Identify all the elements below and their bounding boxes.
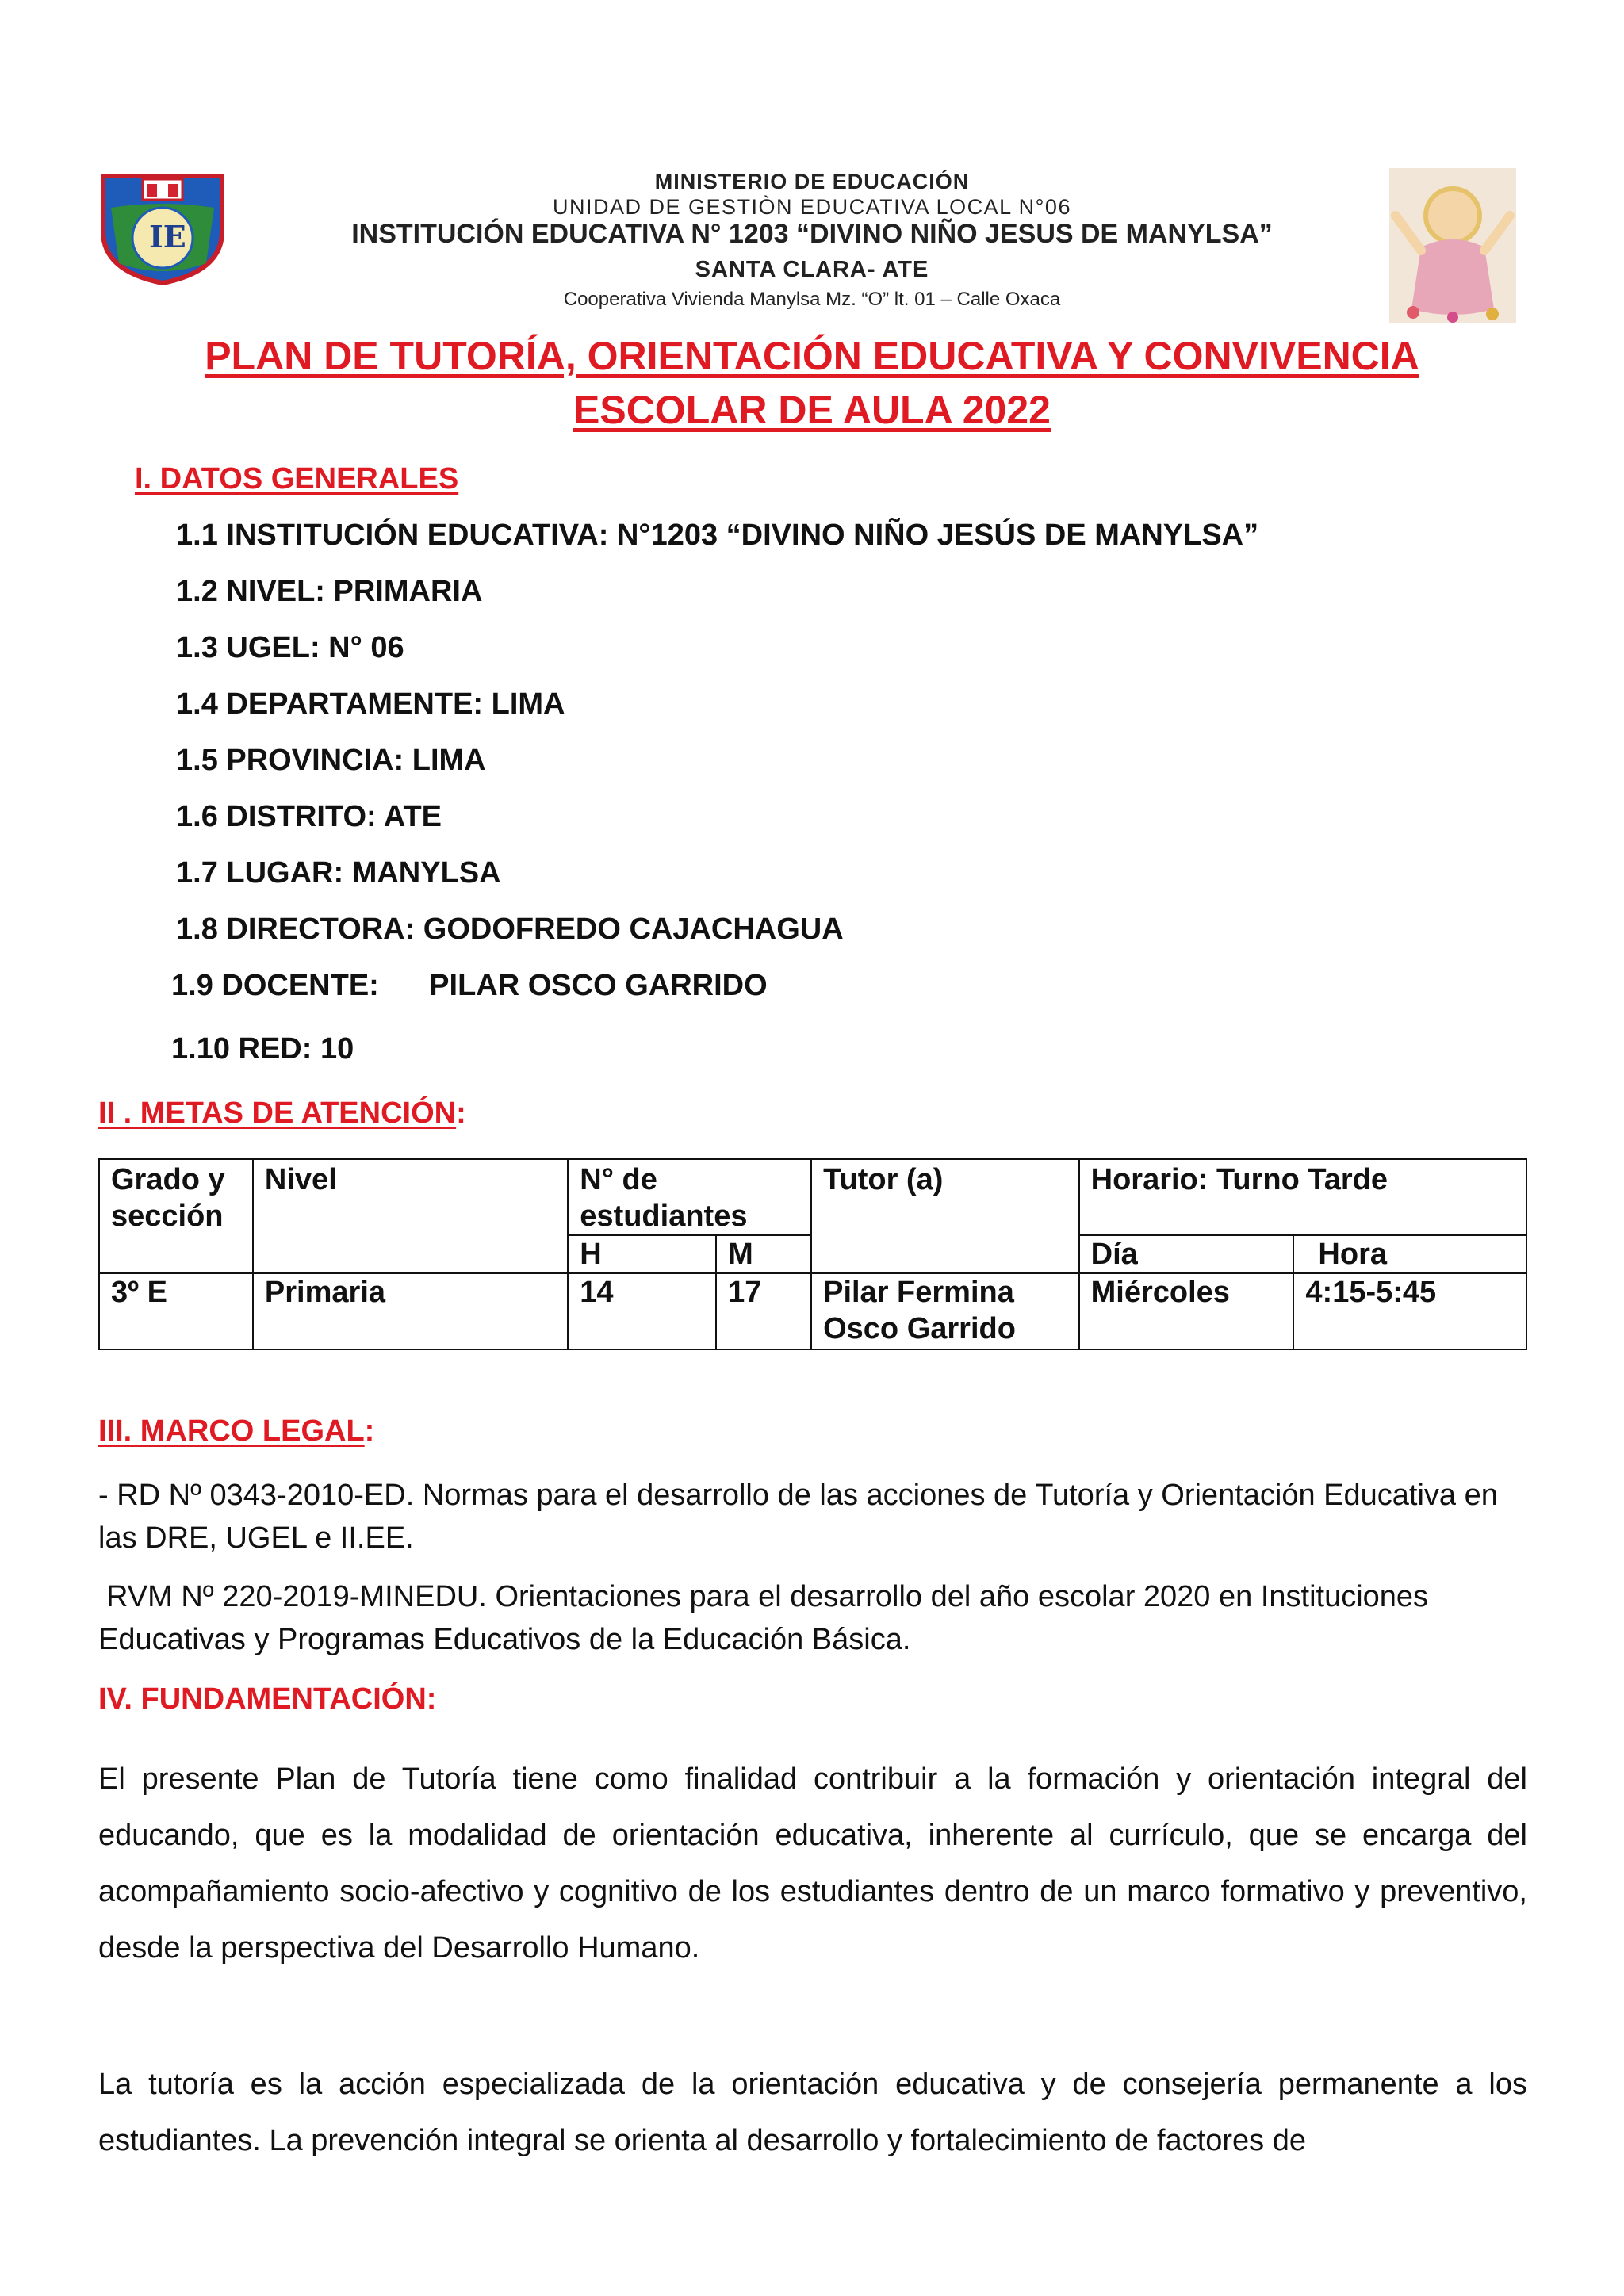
table-row [99,1273,1526,1349]
cell-hora: 4:15-5:45 [1293,1273,1526,1349]
header-h: H [568,1235,716,1273]
cell-grado: 3º E [99,1273,253,1349]
datos-item: 1.2 NIVEL: PRIMARIA [176,575,483,608]
header-grado: Grado y sección [99,1159,253,1273]
datos-item: 1.7 LUGAR: MANYLSA [176,856,501,890]
header-estudiantes: N° de estudiantes [568,1159,811,1235]
header-nivel: Nivel [253,1159,568,1273]
datos-item: 1.1 INSTITUCIÓN EDUCATIVA: N°1203 “DIVINO NIÑO JESÚS DE MANYLSA” [176,519,1259,552]
header-ugel: UNIDAD DE GESTIÒN EDUCATIVA LOCAL N°06 [553,195,1071,219]
cell-nivel: Primaria [253,1273,568,1349]
cell-tutor: Pilar Fermina Osco Garrido [811,1273,1079,1349]
datos-item: 1.10 RED: 10 [171,1032,354,1066]
datos-item: 1.6 DISTRITO: ATE [176,800,442,833]
section4-heading: IV. FUNDAMENTACIÓN: [98,1682,437,1716]
metas-table [98,1158,1527,1350]
datos-item: 1.9 DOCENTE: PILAR OSCO GARRIDO [171,969,768,1002]
header-horario: Horario: Turno Tarde [1079,1159,1526,1235]
header-hora: Hora [1293,1235,1526,1273]
cell-h: 14 [568,1273,716,1349]
document-title-line1: PLAN DE TUTORÍA, ORIENTACIÓN EDUCATIVA Y CONVIVENCIA [205,334,1419,378]
header-ministry: MINISTERIO DE EDUCACIÓN [654,170,970,193]
header-address: Cooperativa Vivienda Manylsa Mz. “O” lt. 01 – Calle Oxaca [563,289,1061,310]
header-dia: Día [1079,1235,1294,1273]
marco-legal-item: - RD Nº 0343-2010-ED. Normas para el desarrollo de las acciones de Tutoría y Orientación Educativa en las DRE, UGEL e II.EE. [98,1479,1498,1555]
cell-m: 17 [716,1273,811,1349]
datos-item: 1.3 UGEL: N° 06 [176,631,404,664]
header-tutor: Tutor (a) [811,1159,1079,1273]
header-place: SANTA CLARA- ATE [695,257,929,282]
datos-item: 1.8 DIRECTORA: GODOFREDO CAJACHAGUA [176,913,844,946]
fundamentacion-paragraph: El presente Plan de Tutoría tiene como finalidad contribuir a la formación y orientación integral del educando, que es la modalidad de orientación educativa, inherente al currículo, que se encarga del acompañamiento socio-afectivo y cognitivo de los estudiantes dentro de un marco formativo y preventivo, desde la perspectiva del Desarrollo Humano. [98,1762,1527,1965]
marco-legal-item: RVM Nº 220-2019-MINEDU. Orientaciones para el desarrollo del año escolar 2020 en Instituciones Educativas y Programas Educativos de la Educación Básica. [98,1580,1429,1656]
svg-text:IE: IE [149,219,186,254]
section3-heading: III. MARCO LEGAL: [98,1414,375,1448]
fundamentacion-paragraph: La tutoría es la acción especializada de la orientación educativa y de consejería permanente a los estudiantes. La prevención integral se orienta al desarrollo y fortalecimiento de factores de [98,2068,1527,2157]
header-institution: INSTITUCIÓN EDUCATIVA N° 1203 “DIVINO NIÑO JESUS DE MANYLSA” [351,219,1273,249]
school-crest-logo [95,168,230,287]
header-m: M [716,1235,811,1273]
datos-item: 1.4 DEPARTAMENTE: LIMA [176,687,565,721]
document-title-line2: ESCOLAR DE AULA 2022 [573,388,1051,432]
cell-dia: Miércoles [1079,1273,1294,1349]
section1-heading: I. DATOS GENERALES [135,462,459,496]
divino-nino-image [1389,168,1516,323]
section2-heading: II . METAS DE ATENCIÓN: [98,1096,466,1130]
datos-item: 1.5 PROVINCIA: LIMA [176,744,486,777]
